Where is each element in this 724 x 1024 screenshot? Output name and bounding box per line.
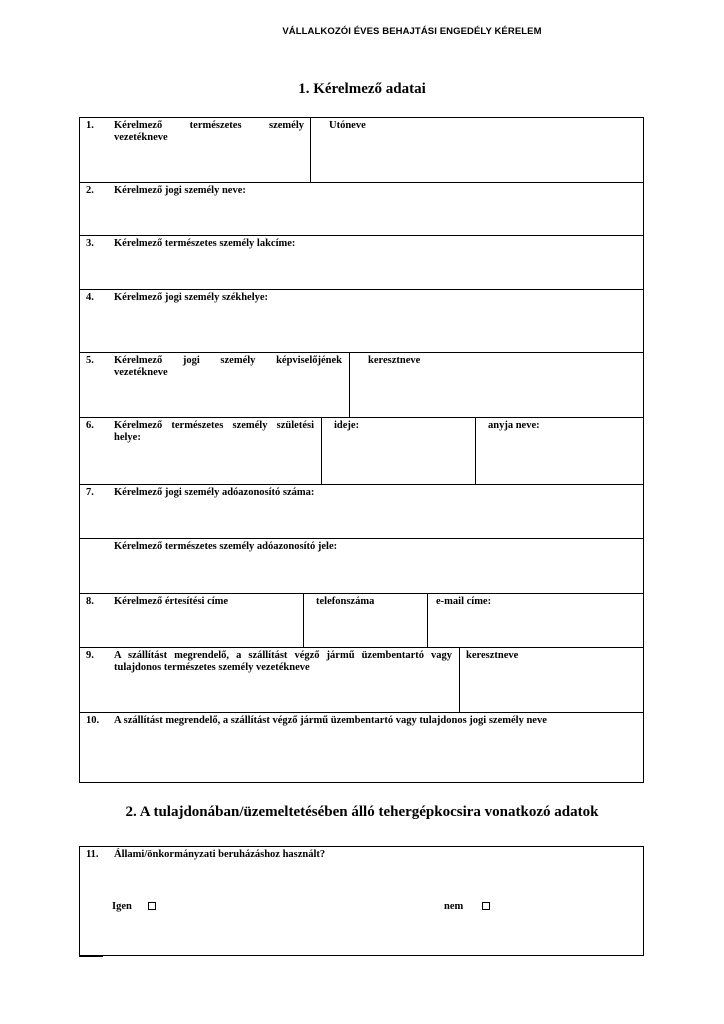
birth-date-cell[interactable] xyxy=(321,418,475,484)
option-no-label: nem xyxy=(444,901,464,912)
table-row-9 xyxy=(80,648,643,713)
representative-first-name-label: keresztneve xyxy=(368,355,421,366)
row-number: 7. xyxy=(86,487,94,498)
birth-date-label: ideje: xyxy=(334,420,360,431)
table-row-6 xyxy=(80,418,643,485)
phone-cell[interactable] xyxy=(303,594,427,647)
mother-name-label: anyja neve: xyxy=(488,420,540,431)
row-number: 1. xyxy=(86,120,94,131)
tax-number-label: Kérelmező jogi személy adóazonosító száma: xyxy=(114,487,315,498)
row-number: 8. xyxy=(86,596,94,607)
row-number: 11. xyxy=(86,849,99,860)
email-label: e-mail címe: xyxy=(436,596,492,607)
representative-surname-cell[interactable] xyxy=(80,353,349,417)
table-row-4[interactable] xyxy=(80,290,643,353)
birthplace-cell[interactable] xyxy=(80,418,321,484)
notification-address-cell[interactable] xyxy=(80,594,303,647)
residence-address-label: Kérelmező természetes személy lakcíme: xyxy=(114,238,296,249)
table-row-10[interactable] xyxy=(80,713,643,784)
row-number: 4. xyxy=(86,292,94,303)
row-number: 6. xyxy=(86,420,94,431)
option-yes-checkbox[interactable] xyxy=(148,902,156,910)
table-row-8 xyxy=(80,594,643,648)
registered-office-label: Kérelmező jogi személy székhelye: xyxy=(114,292,269,303)
email-cell[interactable] xyxy=(427,594,643,647)
document-header: VÁLLALKOZÓI ÉVES BEHAJTÁSI ENGEDÉLY KÉRELEM xyxy=(282,26,542,37)
representative-surname-label: Kérelmező jogi személy képviselőjének vezetékneve xyxy=(114,355,342,378)
section-1-title: 1. Kérelmező adatai xyxy=(298,81,426,97)
option-no-checkbox[interactable] xyxy=(482,902,490,910)
row-number: 5. xyxy=(86,355,94,366)
table-underline-stub xyxy=(79,956,103,957)
row-number: 10. xyxy=(86,715,100,726)
surname-cell[interactable] xyxy=(80,118,310,182)
row-number: 3. xyxy=(86,238,94,249)
public-investment-label: Állami/önkormányzati beruházáshoz használt? xyxy=(114,849,326,860)
tax-id-label: Kérelmező természetes személy adóazonosító jele: xyxy=(114,541,338,552)
orderer-surname-label: A szállítást megrendelő, a szállítást végző jármű üzembentartó vagy tulajdonos természetes személy vezetékneve xyxy=(114,650,452,673)
surname-label: Kérelmező természetes személy vezetékneve xyxy=(114,120,304,143)
table-row-3[interactable] xyxy=(80,236,643,290)
orderer-first-name-label: keresztneve xyxy=(466,650,519,661)
row-number: 9. xyxy=(86,650,94,661)
section-2-title: 2. A tulajdonában/üzemeltetésében álló tehergépkocsira vonatkozó adatok xyxy=(125,804,599,820)
legal-entity-name-label: Kérelmező jogi személy neve: xyxy=(114,185,246,196)
notification-address-label: Kérelmező értesítési címe xyxy=(114,596,229,607)
truck-data-table xyxy=(79,846,644,956)
applicant-data-table xyxy=(79,117,644,783)
first-name-label: Utóneve xyxy=(329,120,366,131)
table-row-2[interactable] xyxy=(80,183,643,236)
first-name-cell[interactable] xyxy=(310,118,643,182)
mother-name-cell[interactable] xyxy=(475,418,643,484)
table-row-1 xyxy=(80,118,643,183)
table-row-11 xyxy=(80,847,643,957)
orderer-surname-cell[interactable] xyxy=(80,648,459,712)
row-number: 2. xyxy=(86,185,94,196)
table-row-5 xyxy=(80,353,643,418)
orderer-first-name-cell[interactable] xyxy=(459,648,643,712)
phone-label: telefonszáma xyxy=(316,596,375,607)
orderer-legal-name-label: A szállítást megrendelő, a szállítást végző jármű üzembentartó vagy tulajdonos jogi személy neve xyxy=(114,715,547,726)
representative-first-name-cell[interactable] xyxy=(349,353,643,417)
birthplace-label: Kérelmező természetes személy születési helye: xyxy=(114,420,314,443)
table-row-7b[interactable] xyxy=(80,539,643,594)
table-row-7[interactable] xyxy=(80,485,643,539)
option-yes-label: Igen xyxy=(112,901,132,912)
